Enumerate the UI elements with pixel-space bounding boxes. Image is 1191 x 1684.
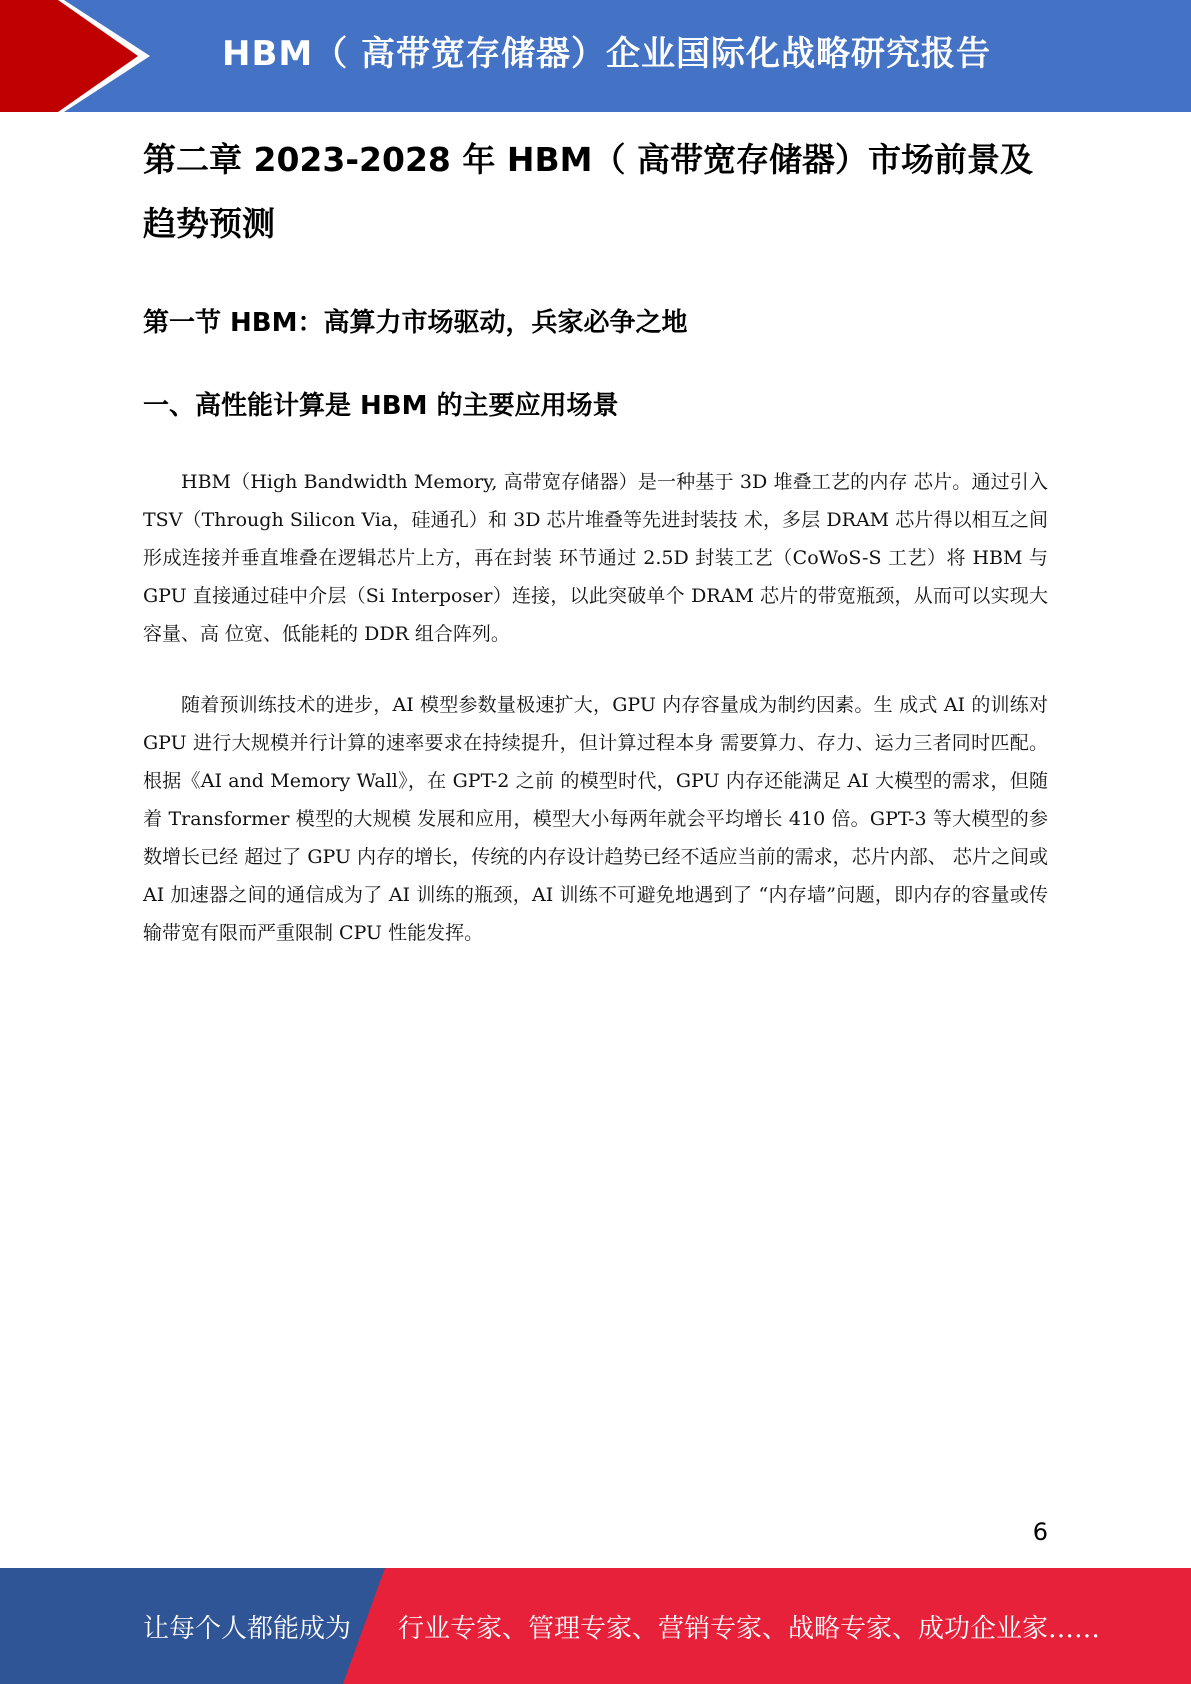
page-content xyxy=(143,128,1048,944)
body-paragraph: 随着预训练技术的进步，AI 模型参数量极速扩大，GPU 内存容量成为制约因素。生 成式 AI 的训练对 GPU 进行大规模并行计算的速率要求在持续提升，但计算过程本身 需要算力、存力、运力三者同时匹配。根据《AI and Memory Wall》，在 GPT-2 之前 的模型时代，GPU 内存还能满足 AI 大模型的需求，但随着 Transformer 模型的大规模 发展和应用，模型大小每两年就会平均增长 410 倍。GPT-3 等大模型的参数增长已经 超过了 GPU 内存的增长，传统的内存设计趋势已经不适应当前的需求，芯片内部、 芯片之间或 AI 加速器之间的通信成为了 AI 训练的瓶颈，AI 训练不可避免地遇到了 “内存墙”问题，即内存的容量或传输带宽有限而严重限制 CPU 性能发挥。 xyxy=(143,694,1048,944)
report-title: HBM（ 高带宽存储器）企业国际化战略研究报告 xyxy=(222,34,992,74)
footer-banner xyxy=(0,1568,1191,1684)
footer-slogan-left: 让每个人都能成为 xyxy=(143,1614,352,1644)
page-number: 6 xyxy=(1032,1518,1048,1546)
footer-slogan-right: 行业专家、管理专家、营销专家、战略专家、成功企业家…… xyxy=(398,1614,1101,1644)
red-chevron-decoration xyxy=(0,0,160,112)
body-paragraph: HBM（High Bandwidth Memory, 高带宽存储器）是一种基于 3D 堆叠工艺的内存 芯片。通过引入 TSV（Through Silicon Via，硅通孔）和 3D 芯片堆叠等先进封装技 术，多层 DRAM 芯片得以相互之间形成连接并垂直堆叠在逻辑芯片上方，再在封装 环节通过 2.5D 封装工艺（CoWoS-S 工艺）将 HBM 与 GPU 直接通过硅中介层（Si Interposer）连接，以此突破单个 DRAM 芯片的带宽瓶颈，从而可以实现大容量、高 位宽、低能耗的 DDR 组合阵列。 xyxy=(143,471,1048,645)
chapter-title: 第二章 2023-2028 年 HBM（ 高带宽存储器）市场前景及趋势预测 xyxy=(143,140,1033,243)
subsection-title: 一、高性能计算是 HBM 的主要应用场景 xyxy=(143,391,619,421)
section-title: 第一节 HBM：高算力市场驱动，兵家必争之地 xyxy=(143,308,688,338)
header-banner xyxy=(0,0,1191,112)
